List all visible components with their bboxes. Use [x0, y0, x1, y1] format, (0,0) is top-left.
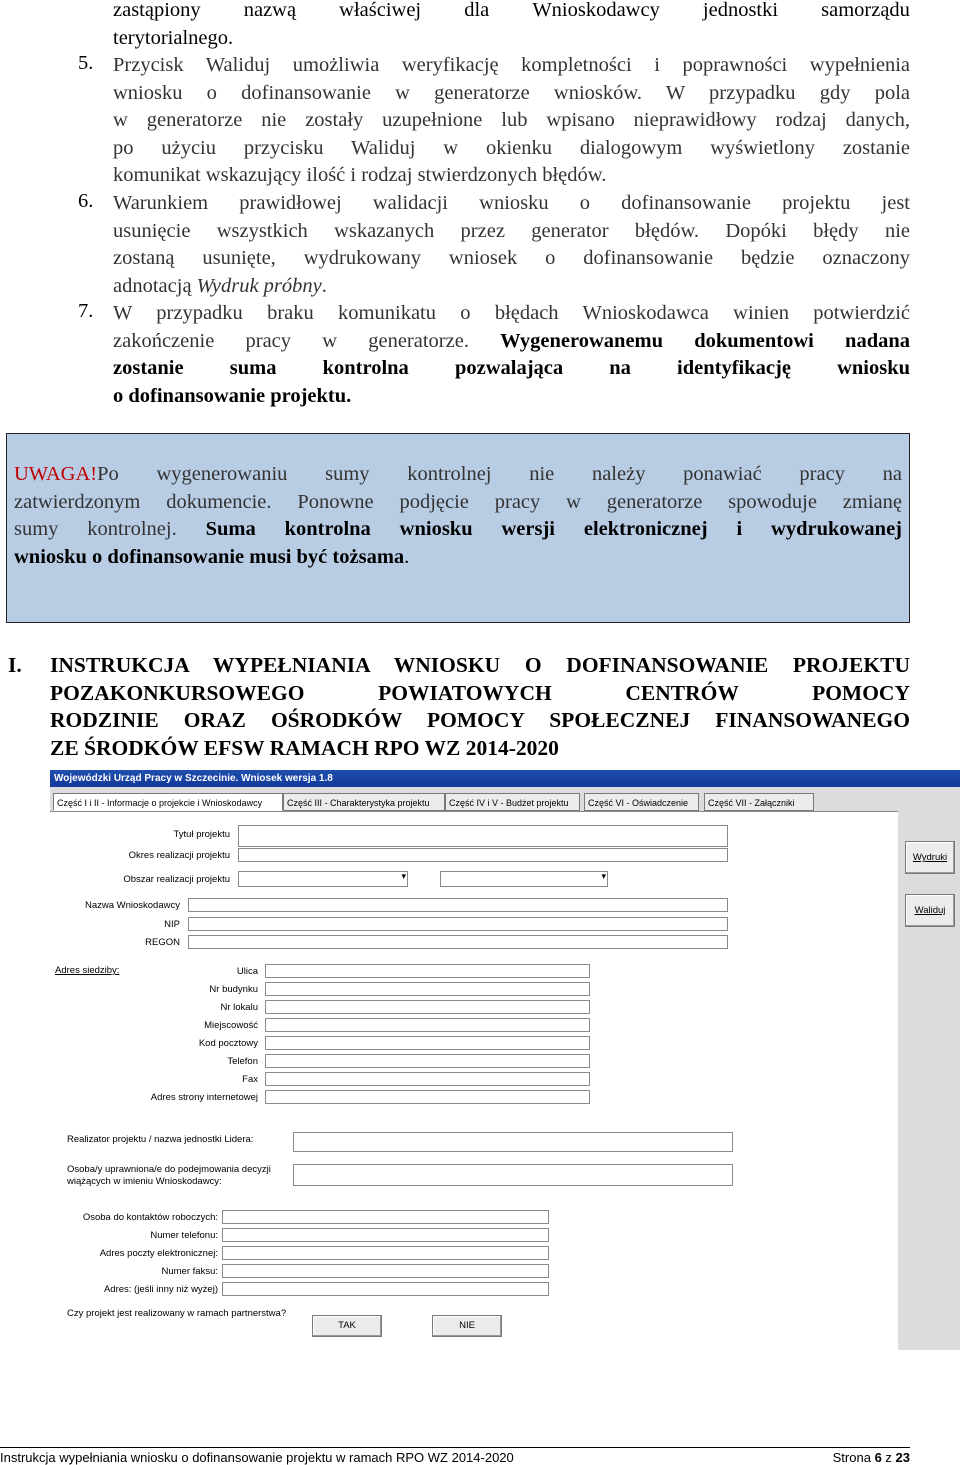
ulica-input[interactable] — [265, 964, 590, 978]
heading-line: RODZINIE ORAZ OŚRODKÓW POMOCY SPOŁECZNEJ FINANSOWANEGO — [50, 708, 910, 732]
tab-bar — [50, 793, 960, 813]
text-line: po użyciu przycisku Waliduj w okienku dialogowym wyświetlony zostanie — [113, 136, 910, 159]
intro-line-1 — [113, 0, 910, 25]
label-kod: Kod pocztowy — [198, 1038, 258, 1049]
text-line: w generatorze nie zostały uzupełnione lub wpisano nieprawidłowy rodzaj danych, — [113, 109, 910, 131]
heading-line: ZE ŚRODKÓW EFSW RAMACH RPO WZ 2014-2020 — [50, 735, 559, 760]
item-number: 6. — [78, 190, 94, 212]
tab-czesc-1-2[interactable]: Część I i II - Informacje o projekcie i Wnioskodawcy — [53, 793, 283, 811]
text-line-bold — [113, 355, 910, 383]
label-nr-lokalu: Nr lokalu — [220, 1002, 258, 1013]
page-of: z — [881, 1450, 896, 1465]
intro-word: dla — [464, 0, 490, 21]
label-nip: NIP — [164, 919, 180, 930]
intro-word: Wnioskodawcy — [532, 0, 660, 21]
label-telefon-kontakt: Numer telefonu: — [150, 1230, 218, 1241]
label-osoba-upowazniona-1: Osoba/y uprawniona/e do podejmowania decyzji — [67, 1164, 271, 1175]
section-number: I. — [8, 653, 22, 677]
label-telefon: Telefon — [227, 1056, 258, 1067]
nr-lokalu-input[interactable] — [265, 1000, 590, 1014]
label-adres-siedziby: Adres siedziby: — [55, 965, 120, 976]
heading-line: INSTRUKCJA WYPEŁNIANIA WNIOSKU O DOFINANSOWANIE PROJEKTU — [50, 653, 910, 677]
text-fragment: . — [321, 274, 327, 297]
form-panel — [50, 811, 898, 1350]
tytul-projektu-input[interactable] — [238, 825, 728, 847]
label-partnerstwo: Czy projekt jest realizowany w ramach partnerstwa? — [67, 1308, 287, 1319]
label-www: Adres strony internetowej — [150, 1092, 258, 1103]
item-number: 5. — [78, 52, 94, 74]
obszar-select-2[interactable] — [440, 871, 608, 887]
tab-czesc-4-5[interactable]: Część IV i V - Budżet projektu — [445, 793, 580, 811]
text-line: zatwierdzonym dokumencie. Ponowne podjęcie pracy w generatorze spowoduje zmianę — [14, 490, 902, 513]
text-line — [14, 516, 902, 544]
realizator-input[interactable] — [293, 1132, 733, 1152]
okres-realizacji-input[interactable] — [238, 848, 728, 862]
tab-czesc-7[interactable]: Część VII - Załączniki — [704, 793, 814, 811]
text-fragment: sumy kontrolnej. — [14, 518, 206, 540]
bold-text: o dofinansowanie projektu. — [113, 384, 352, 407]
item-6-text — [113, 190, 910, 300]
intro-word: jednostki — [702, 0, 779, 21]
generator-screenshot — [50, 770, 960, 1350]
www-input[interactable] — [265, 1090, 590, 1104]
faks-input[interactable] — [222, 1264, 549, 1278]
nazwa-wnioskodawcy-input[interactable] — [188, 898, 728, 912]
bold-text: wniosku o dofinansowanie musi być tożsama — [14, 545, 405, 568]
text-line: Przycisk Waliduj umożliwia weryfikację kompletności i poprawności wypełnienia — [113, 54, 910, 76]
text-line: wniosku o dofinansowanie w generatorze wniosków. W przypadku gdy pola — [113, 81, 910, 104]
text-fragment: adnotacją — [113, 274, 197, 297]
wydruk-probny-text: Wydruk próbny — [196, 274, 322, 297]
page-number: 6 — [874, 1450, 882, 1465]
label-obszar: Obszar realizacji projektu — [123, 874, 230, 885]
nip-input[interactable] — [188, 917, 728, 931]
label-nazwa: Nazwa Wnioskodawcy — [84, 900, 180, 911]
label-regon: REGON — [145, 937, 180, 948]
label-fax: Fax — [242, 1074, 258, 1085]
text-line — [14, 544, 902, 572]
fax-input[interactable] — [265, 1072, 590, 1086]
label-faks: Numer faksu: — [161, 1266, 218, 1277]
wydruki-button[interactable]: Wydruki — [905, 841, 955, 874]
intro-word: zastąpiony — [113, 0, 201, 21]
text-line: W przypadku braku komunikatu o błędach Wnioskodawca winien potwierdzić — [113, 302, 910, 324]
adres-kontakt-input[interactable] — [222, 1282, 549, 1296]
text-fragment: Po wygenerowaniu sumy kontrolnej nie należy ponawiać pracy na — [97, 463, 902, 485]
label-email: Adres poczty elektronicznej: — [99, 1248, 218, 1259]
intro-paragraph — [113, 0, 910, 52]
text-fragment: . — [404, 545, 410, 568]
tab-czesc-3[interactable]: Część III - Charakterystyka projektu — [283, 793, 445, 811]
text-line-bold — [113, 383, 910, 411]
item-7-text — [113, 300, 910, 410]
label-okres: Okres realizacji projektu — [128, 850, 230, 861]
item-5-text — [113, 52, 910, 190]
page-label: Strona — [832, 1450, 875, 1465]
warning-text — [14, 461, 902, 571]
label-adres-kontakt: Adres: (jeśli inny niż wyżej) — [103, 1284, 218, 1295]
text-line: zostaną usunięte, wydrukowany wniosek o dofinansowanie będzie oznaczony — [113, 247, 910, 269]
text-line — [14, 461, 902, 489]
osoba-kontakt-input[interactable] — [222, 1210, 549, 1224]
label-miejscowosc: Miejscowość — [204, 1020, 258, 1031]
label-realizator: Realizator projektu / nazwa jednostki Lidera: — [67, 1134, 254, 1145]
window-title: Wojewódzki Urząd Pracy w Szczecinie. Wniosek wersja 1.8 — [50, 770, 960, 787]
regon-input[interactable] — [188, 935, 728, 949]
text-line — [113, 273, 910, 301]
warning-label: UWAGA! — [14, 463, 98, 485]
text-line: komunikat wskazujący ilość i rodzaj stwierdzonych błędów. — [113, 164, 607, 186]
osoba-upowazniona-input[interactable] — [293, 1164, 733, 1186]
telefon-input[interactable] — [265, 1054, 590, 1068]
page-counter — [833, 1450, 910, 1465]
obszar-select-1[interactable] — [238, 871, 408, 887]
waliduj-button[interactable]: Waliduj — [905, 894, 955, 927]
text-line: Warunkiem prawidłowej walidacji wniosku o dofinansowanie projektu jest — [113, 192, 910, 214]
nr-budynku-input[interactable] — [265, 982, 590, 996]
intro-word: właściwej — [339, 0, 422, 21]
label-osoba-upowazniona-2: wiążących w imieniu Wnioskodawcy: — [67, 1176, 222, 1187]
intro-word: samorządu — [821, 0, 910, 21]
tab-czesc-6[interactable]: Część VI - Oświadczenie — [584, 793, 699, 811]
text-line — [113, 328, 910, 356]
label-ulica: Ulica — [236, 966, 258, 977]
label-tytul: Tytuł projektu — [173, 829, 230, 840]
telefon-kontakt-input[interactable] — [222, 1228, 549, 1242]
intro-word: nazwą — [243, 0, 297, 21]
label-osoba-kontakt: Osoba do kontaktów roboczych: — [82, 1212, 218, 1223]
footer-title: Instrukcja wypełniania wniosku o dofinansowanie projektu w ramach RPO WZ 2014-2020 — [0, 1450, 514, 1465]
heading-line: POZAKONKURSOWEGO POWIATOWYCH CENTRÓW POMOCY — [50, 680, 910, 705]
label-nr-budynku: Nr budynku — [209, 984, 258, 995]
text-fragment: zakończenie pracy w generatorze. — [113, 329, 501, 352]
email-input[interactable] — [222, 1246, 549, 1260]
tak-button[interactable]: TAK — [312, 1315, 382, 1337]
page-footer — [0, 1447, 910, 1465]
bold-text: Suma kontrolna wniosku wersji elektronicznej i wydrukowanej — [205, 518, 903, 540]
page-total: 23 — [895, 1450, 910, 1465]
item-number: 7. — [78, 300, 94, 322]
text-line: usunięcie wszystkich wskazanych przez generator błędów. Dopóki błędy nie — [113, 219, 910, 242]
bold-text: zostanie suma kontrolna pozwalająca na identyfikację wniosku — [113, 357, 910, 379]
intro-line-2: terytorialnego. — [113, 26, 234, 49]
miejscowosc-input[interactable] — [265, 1018, 590, 1032]
kod-pocztowy-input[interactable] — [265, 1036, 590, 1050]
bold-text: Wygenerowanemu dokumentowi nadana — [500, 329, 910, 352]
nie-button[interactable]: NIE — [432, 1315, 502, 1337]
